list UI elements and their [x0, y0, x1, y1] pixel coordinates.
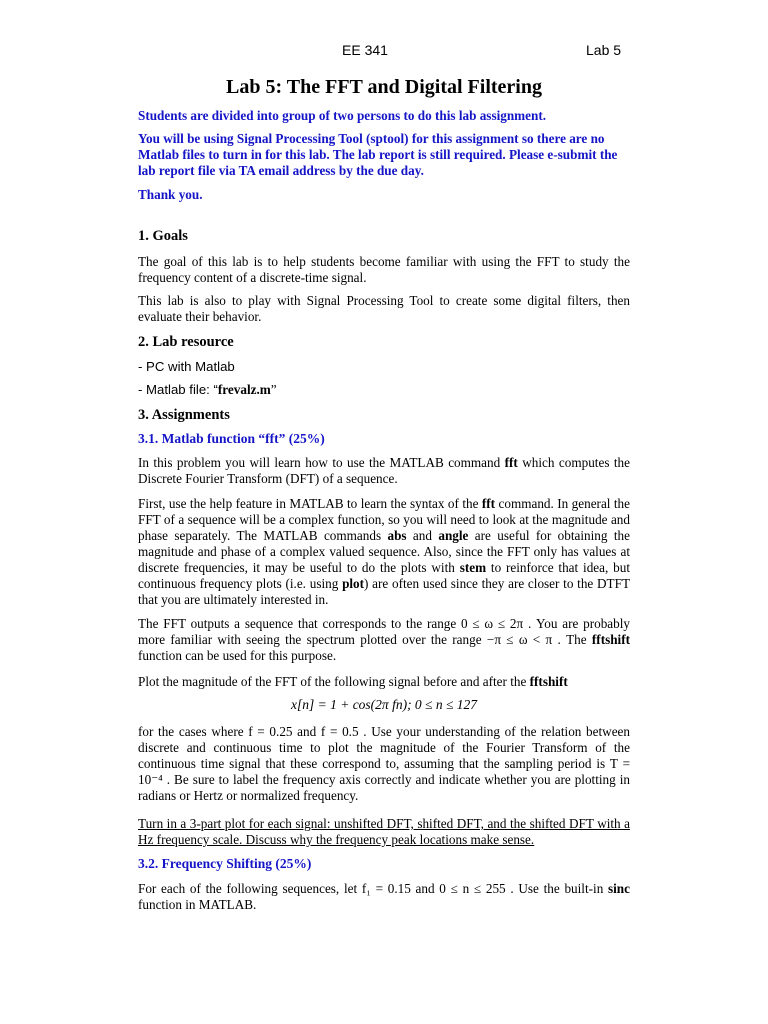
section-goals-heading: 1. Goals — [138, 228, 188, 244]
goals-paragraph-2: This lab is also to play with Signal Processing Tool to create some digital filters, then evaluate their behavior. — [138, 293, 630, 324]
resource-item-file: - Matlab file: “frevalz.m” — [138, 382, 277, 397]
notice-sptool: You will be using Signal Processing Tool (sptool) for this assignment so there are no Matlab files to turn in for this lab. The lab report is still required. Please e-submit the lab report file via TA email address by the due day. — [138, 131, 618, 178]
section-3-1-heading: 3.1. Matlab function “fft” (25%) — [138, 431, 325, 446]
notice-thanks: Thank you. — [138, 187, 203, 202]
resource-filename: frevalz.m — [217, 382, 271, 397]
s31-deliverable: Turn in a 3-part plot for each signal: unshifted DFT, shifted DFT, and the shifted DFT with a Hz frequency scale. Discuss why the frequency peak locations make sense. — [138, 816, 630, 847]
section-resource-heading: 2. Lab resource — [138, 334, 234, 350]
header-course: EE 341 — [342, 42, 388, 58]
s31-paragraph-4: Plot the magnitude of the FFT of the following signal before and after the fftshift — [138, 674, 568, 689]
s31-paragraph-5: for the cases where f = 0.25 and f = 0.5 . Use your understanding of the relation between discrete and continuous time to plot the magnitude of the Fourier Transform of the continuous time signal that these correspond to, assuming that the sampling period is T = 10⁻⁴ . Be sure to label the frequency axis correctly and indicate whether you are plotting in radians or Hertz or normalized frequency. — [138, 724, 630, 803]
page-title: Lab 5: The FFT and Digital Filtering — [226, 76, 542, 98]
section-assignments-heading: 3. Assignments — [138, 407, 230, 423]
s31-paragraph-1: In this problem you will learn how to use the MATLAB command fft which computes the Discrete Fourier Transform (DFT) of a sequence. — [138, 455, 630, 486]
s32-paragraph-1: For each of the following sequences, let f₁ = 0.15 and 0 ≤ n ≤ 255 . Use the built-in sinc function in MATLAB. — [138, 881, 630, 912]
resource-item-pc: - PC with Matlab — [138, 359, 235, 374]
section-3-2-heading: 3.2. Frequency Shifting (25%) — [138, 856, 312, 871]
signal-equation: x[n] = 1 + cos(2π fn); 0 ≤ n ≤ 127 — [290, 697, 478, 712]
header-lab: Lab 5 — [586, 42, 622, 58]
s31-paragraph-2: First, use the help feature in MATLAB to learn the syntax of the fft command. In general the FFT of a sequence will be a complex function, so you will need to look at the magnitude and phase separately. The MATLAB commands abs and angle are useful for obtaining the magnitude and phase of a complex valued sequence. Also, since the FFT only has values at discrete frequencies, it may be useful to do the plots with stem to reinforce that idea, but continuous frequency plots (i.e. using plot) are often used since they are closer to the DTFT that you are ultimately interested in. — [138, 496, 631, 607]
s31-paragraph-3: The FFT outputs a sequence that corresponds to the range 0 ≤ ω ≤ 2π . You are probably more familiar with seeing the spectrum plotted over the range −π ≤ ω < π . The fftshift function can be used for this purpose. — [138, 616, 630, 663]
goals-paragraph-1: The goal of this lab is to help students become familiar with using the FFT to study the frequency content of a discrete-time signal. — [138, 254, 630, 285]
notice-group: Students are divided into group of two persons to do this lab assignment. — [138, 108, 547, 123]
